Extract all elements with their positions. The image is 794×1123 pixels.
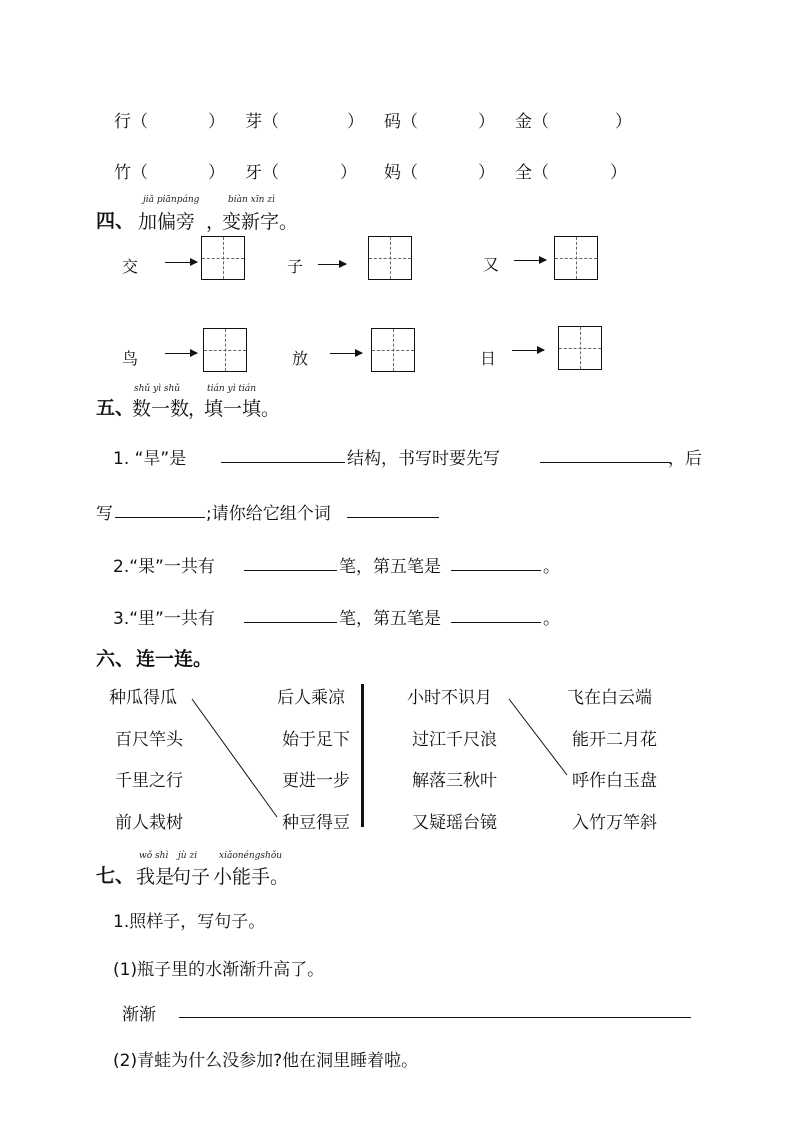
question-text: 笔，第五笔是	[339, 557, 441, 577]
char-item: 芽（	[245, 112, 279, 132]
radical-char: 鸟	[122, 349, 139, 368]
paren-close: ）	[478, 163, 495, 183]
char-item: 妈（	[384, 163, 418, 183]
section-number: 四、	[96, 210, 135, 232]
radical-char: 放	[292, 349, 309, 368]
section-title: 句子	[172, 866, 211, 888]
paren-close: ）	[610, 163, 627, 183]
char-item: 码（	[384, 112, 418, 132]
match-item[interactable]: 入竹万竿斜	[572, 813, 657, 833]
example-sentence: (1)瓶子里的水渐渐升高了。	[113, 960, 325, 980]
question-text: 。	[543, 557, 560, 577]
question-text: 1. “旱”是	[113, 449, 187, 469]
char-item: 金（	[515, 112, 549, 132]
char-item: 行（	[114, 112, 148, 132]
section-title: ，	[206, 211, 226, 233]
pinyin: tián yì tián	[207, 384, 256, 394]
pinyin: jù zi	[178, 851, 198, 861]
section-title: 数一数	[132, 398, 190, 420]
section-title: 变新字。	[222, 211, 299, 233]
match-item[interactable]: 后人乘凉	[277, 688, 345, 708]
match-line	[509, 699, 567, 775]
match-item[interactable]: 更进一步	[282, 771, 350, 791]
char-item: 全（	[515, 163, 549, 183]
pinyin: jiā piānpáng	[143, 195, 200, 205]
radical-char: 又	[483, 255, 500, 274]
section-number: 七、	[96, 865, 135, 887]
paren-close: ）	[347, 112, 364, 132]
example-sentence: (2)青蛙为什么没参加?他在洞里睡着啦。	[113, 1051, 419, 1071]
pinyin: wǒ shì	[139, 851, 169, 861]
pinyin: xiǎonéngshǒu	[219, 851, 283, 861]
paren-close: ）	[208, 163, 225, 183]
question-text: 3.“里”一共有	[113, 609, 215, 629]
radical-char: 交	[122, 257, 139, 276]
radical-char: 日	[480, 349, 497, 368]
question-text: 。	[543, 609, 560, 629]
question-text: 结构，书写时要先写	[347, 449, 500, 469]
pinyin: biàn xīn zì	[228, 195, 275, 205]
match-item[interactable]: 前人栽树	[115, 813, 183, 833]
answer-line[interactable]	[179, 1017, 691, 1018]
question-text: 笔，第五笔是	[339, 609, 441, 629]
question-text: ;请你给它组个词	[206, 504, 331, 524]
section-number: 五、	[96, 397, 135, 419]
question-text: ，后	[668, 449, 702, 469]
pinyin: shǔ yì shǔ	[134, 384, 181, 394]
paren-close: ）	[340, 163, 357, 183]
match-line	[192, 699, 277, 817]
match-item[interactable]: 小时不识月	[407, 688, 492, 708]
section-title: 填一填。	[204, 398, 281, 420]
section-number: 六、	[96, 648, 135, 670]
match-item[interactable]: 过江千尺浪	[412, 730, 497, 750]
section-title: 我是	[136, 866, 175, 888]
match-item[interactable]: 种瓜得瓜	[109, 688, 177, 708]
paren-close: ）	[615, 112, 632, 132]
match-item[interactable]: 飞在白云端	[567, 688, 652, 708]
match-item[interactable]: 呼作白玉盘	[572, 771, 657, 791]
prompt-word: 渐渐	[122, 1005, 156, 1025]
section-title: 连一连。	[136, 648, 213, 670]
match-item[interactable]: 百尺竿头	[115, 730, 183, 750]
match-item[interactable]: 始于足下	[282, 730, 350, 750]
paren-close: ）	[478, 112, 495, 132]
question-text: 写	[96, 504, 113, 524]
match-item[interactable]: 能开二月花	[572, 730, 657, 750]
char-item: 牙（	[245, 163, 279, 183]
radical-char: 子	[287, 257, 304, 276]
match-item[interactable]: 又疑瑶台镜	[412, 813, 497, 833]
match-item[interactable]: 千里之行	[115, 771, 183, 791]
section-title: 加偏旁	[138, 211, 196, 233]
question-text: 1.照样子，写句子。	[113, 912, 266, 932]
paren-close: ）	[208, 112, 225, 132]
char-item: 竹（	[114, 163, 148, 183]
match-item[interactable]: 种豆得豆	[282, 813, 350, 833]
match-item[interactable]: 解落三秋叶	[412, 771, 497, 791]
section-title: 小能手。	[213, 866, 290, 888]
section-title: ，	[188, 398, 208, 420]
question-text: 2.“果”一共有	[113, 557, 215, 577]
